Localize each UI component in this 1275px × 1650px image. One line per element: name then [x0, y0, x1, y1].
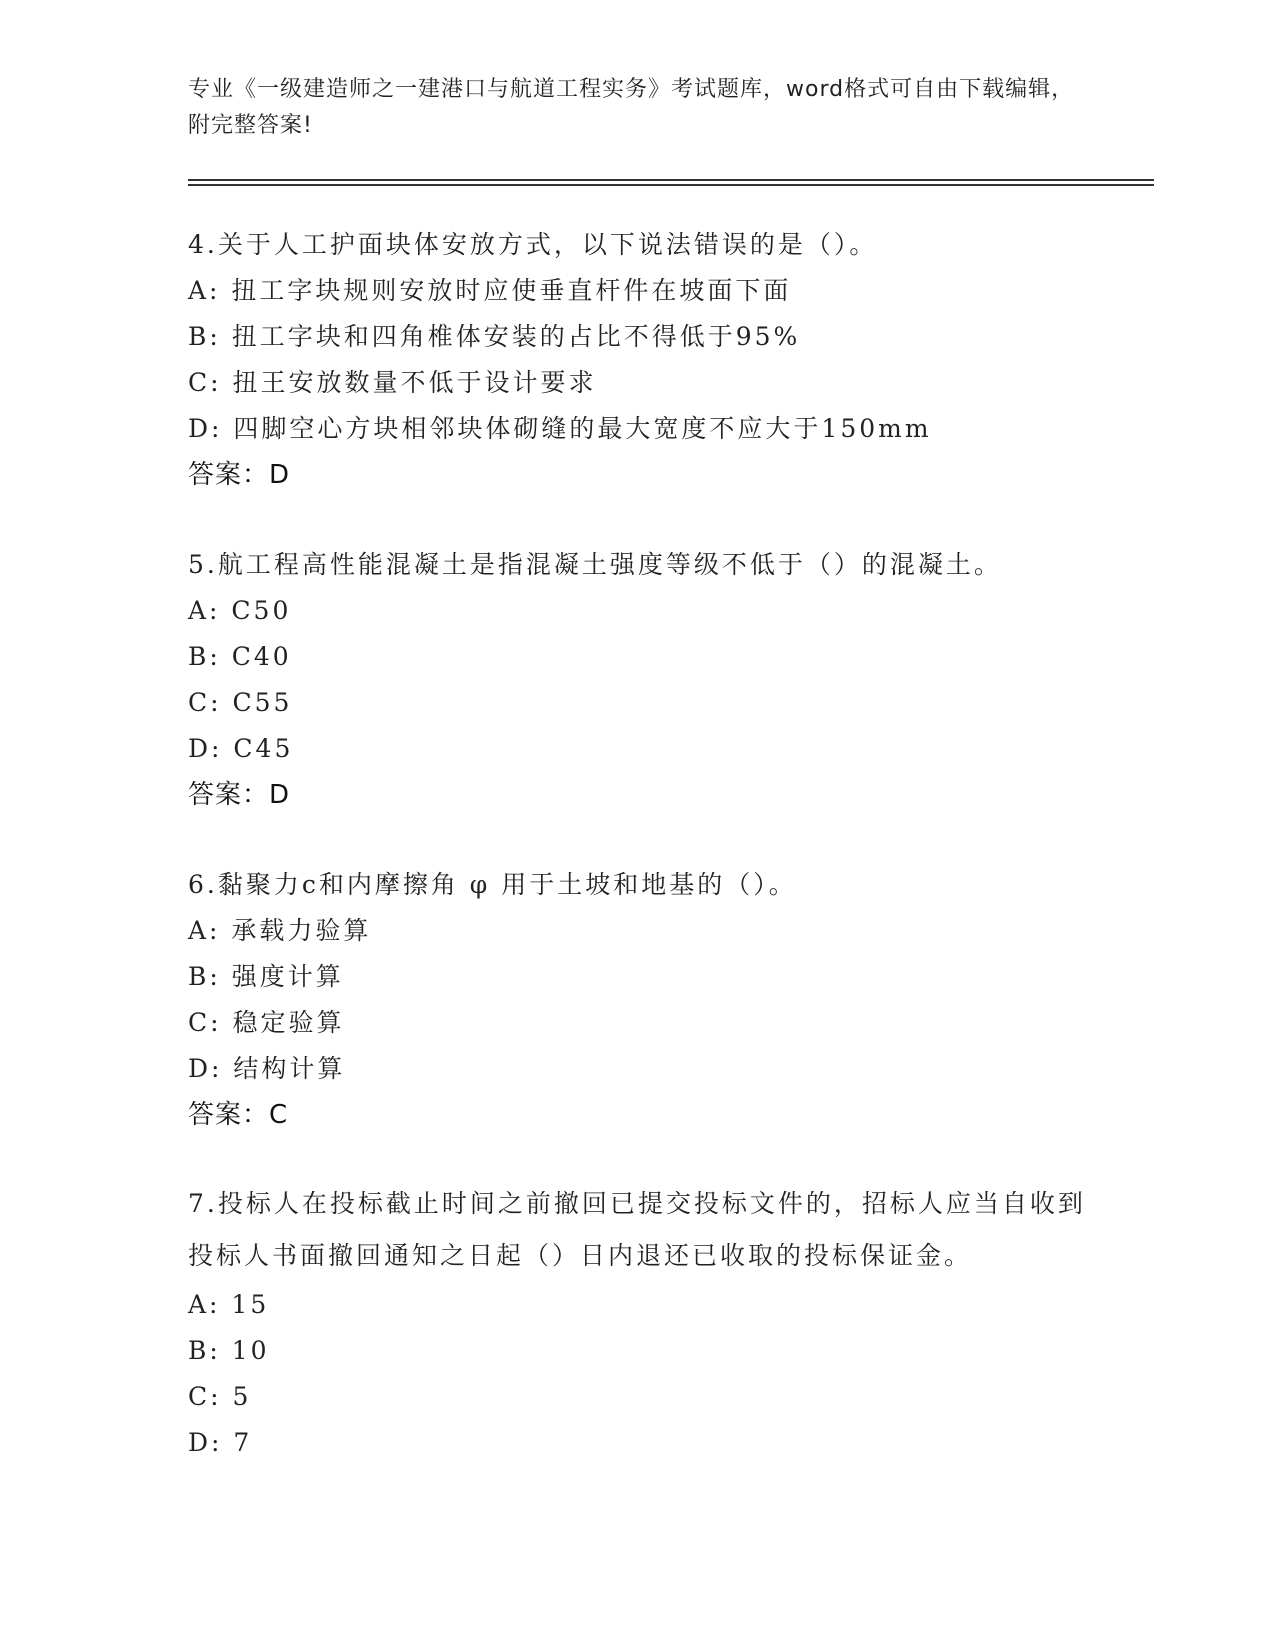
document-header-intro: 专业《一级建造师之一建港口与航道工程实务》考试题库，word格式可自由下载编辑，附完整答案! [188, 77, 1075, 138]
answer-label: 答案：C [188, 1100, 289, 1130]
option-a: A: C50 [188, 596, 292, 625]
question-6 [188, 862, 1088, 1138]
answer-label: 答案：D [188, 460, 291, 490]
option-b: B: 强度计算 [188, 962, 344, 991]
option-d: D: C45 [188, 734, 294, 763]
option-c: C: 扭王安放数量不低于设计要求 [188, 368, 597, 397]
option-b: B: 扭工字块和四角椎体安装的占比不得低于95% [188, 322, 801, 351]
question-stem: 7.投标人在投标截止时间之前撤回已提交投标文件的，招标人应当自收到投标人书面撤回通知之日起（）日内退还已收取的投标保证金。 [188, 1189, 1086, 1270]
question-7 [188, 1178, 1088, 1466]
option-d: D: 结构计算 [188, 1054, 346, 1083]
option-c: C: 5 [188, 1382, 252, 1411]
question-stem: 4.关于人工护面块体安放方式，以下说法错误的是（）。 [188, 230, 878, 259]
header-divider-top [188, 179, 1154, 181]
option-c: C: C55 [188, 688, 293, 717]
question-stem: 6.黏聚力c和内摩擦角 φ 用于土坡和地基的（）。 [188, 870, 797, 899]
option-a: A: 15 [188, 1290, 270, 1319]
header-divider-bottom [188, 184, 1154, 186]
question-4 [188, 222, 1088, 498]
option-d: D: 四脚空心方块相邻块体砌缝的最大宽度不应大于150mm [188, 414, 932, 443]
option-a: A: 扭工字块规则安放时应使垂直杆件在坡面下面 [188, 276, 792, 305]
question-5 [188, 542, 1088, 818]
option-d: D: 7 [188, 1428, 253, 1457]
option-b: B: 10 [188, 1336, 270, 1365]
question-stem: 5.航工程高性能混凝土是指混凝土强度等级不低于（）的混凝土。 [188, 550, 1002, 579]
option-c: C: 稳定验算 [188, 1008, 345, 1037]
option-b: B: C40 [188, 642, 292, 671]
option-a: A: 承载力验算 [188, 916, 372, 945]
answer-label: 答案：D [188, 780, 291, 810]
